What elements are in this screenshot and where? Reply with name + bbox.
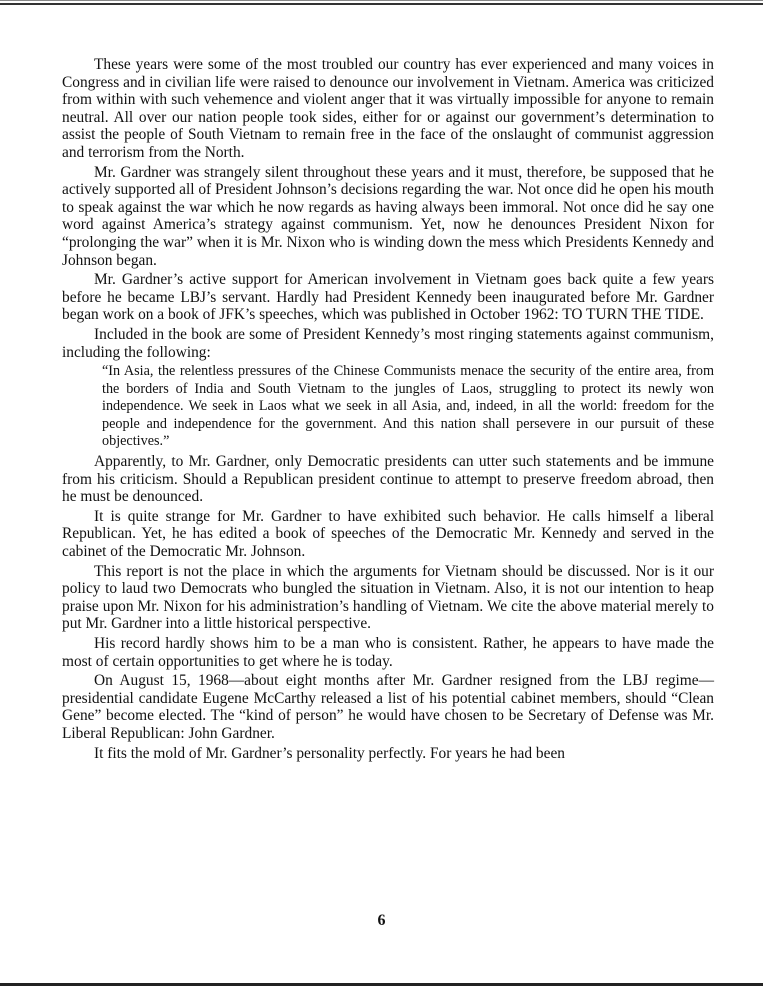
paragraph-fits-the-mold: It fits the mold of Mr. Gardner’s personality perfectly. For years he had been [94, 744, 565, 762]
paragraph-this-report: This report is not the place in which the arguments for Vietnam should be discussed. Nor is it our policy to laud two Democrats who bungled the situation in Vietnam. Also, it is not our intention to heap praise upon Mr. Nixon for his administration’s handling of Vietnam. We cite the above material merely to put Mr. Gardner into a little historical perspective. [62, 562, 714, 633]
paragraph-apparently: Apparently, to Mr. Gardner, only Democratic presidents can utter such statements and be immune from his criticism. Should a Republican president continue to attempt to preserve freedom abroad, then he must be denounced. [62, 453, 714, 506]
kennedy-quote: “In Asia, the relentless pressures of the Chinese Communists menace the security of the entire area, from the borders of India and South Vietnam to the jungles of Laos, struggling to protect its newly won independence. We seek in Laos what we seek in all Asia, and, indeed, in all the world: freedom for the people and independence for the government. And this nation shall persevere in our pursuit of these objectives.” [102, 363, 714, 450]
paragraph-his-record: His record hardly shows him to be a man who is consistent. Rather, he appears to have made the most of certain opportunities to get where he is today. [62, 635, 714, 670]
paragraph-included-in-book: Included in the book are some of President Kennedy’s most ringing statements against communism, including the following: [62, 325, 714, 361]
document-body [62, 56, 714, 764]
paragraph-troubled-years: These years were some of the most troubled our country has ever experienced and many voices in Congress and in civilian life were raised to denounce our involvement in Vietnam. America was criticized from within with such vehemence and violent anger that it was virtually impossible for anyone to remain neutral. All over our nation people took sides, either for or against our government’s determination to assist the people of South Vietnam to remain free in the face of the onslaught of communist aggression and terrorism from the North. [62, 56, 714, 161]
bottom-border [0, 983, 763, 986]
page-number: 6 [377, 912, 386, 929]
paragraph-gardner-silent: Mr. Gardner was strangely silent throughout these years and it must, therefore, be supposed that he actively supported all of President Johnson’s decisions regarding the war. Not once did he open his mouth to speak against the war which he now regards as having always been immoral. Not once did he say one word against America’s strategy against communism. Yet, now he denounces President Nixon for “prolonging the war” when it is Mr. Nixon who is winding down the mess which Presidents Kennedy and Johnson began. [62, 163, 714, 269]
paragraph-august-15: On August 15, 1968—about eight months after Mr. Gardner resigned from the LBJ regime—presidential candidate Eugene McCarthy released a list of his potential cabinet members, should “Clean Gene” become elected. The “kind of person” he would have chosen to be Secretary of Defense was Mr. Liberal Republican: John Gardner. [62, 672, 714, 742]
top-border [0, 3, 763, 5]
top-border-thin [0, 0, 763, 1]
paragraph-quite-strange: It is quite strange for Mr. Gardner to have exhibited such behavior. He calls himself a liberal Republican. Yet, he has edited a book of speeches of the Democratic Mr. Kennedy and served in the cabinet of the Democratic Mr. Johnson. [62, 507, 714, 561]
paragraph-active-support: Mr. Gardner’s active support for American involvement in Vietnam goes back quite a few years before he became LBJ’s servant. Hardly had President Kennedy been inaugurated before Mr. Gardner began work on a book of JFK’s speeches, which was published in October 1962: TO TURN THE TIDE. [62, 271, 714, 324]
